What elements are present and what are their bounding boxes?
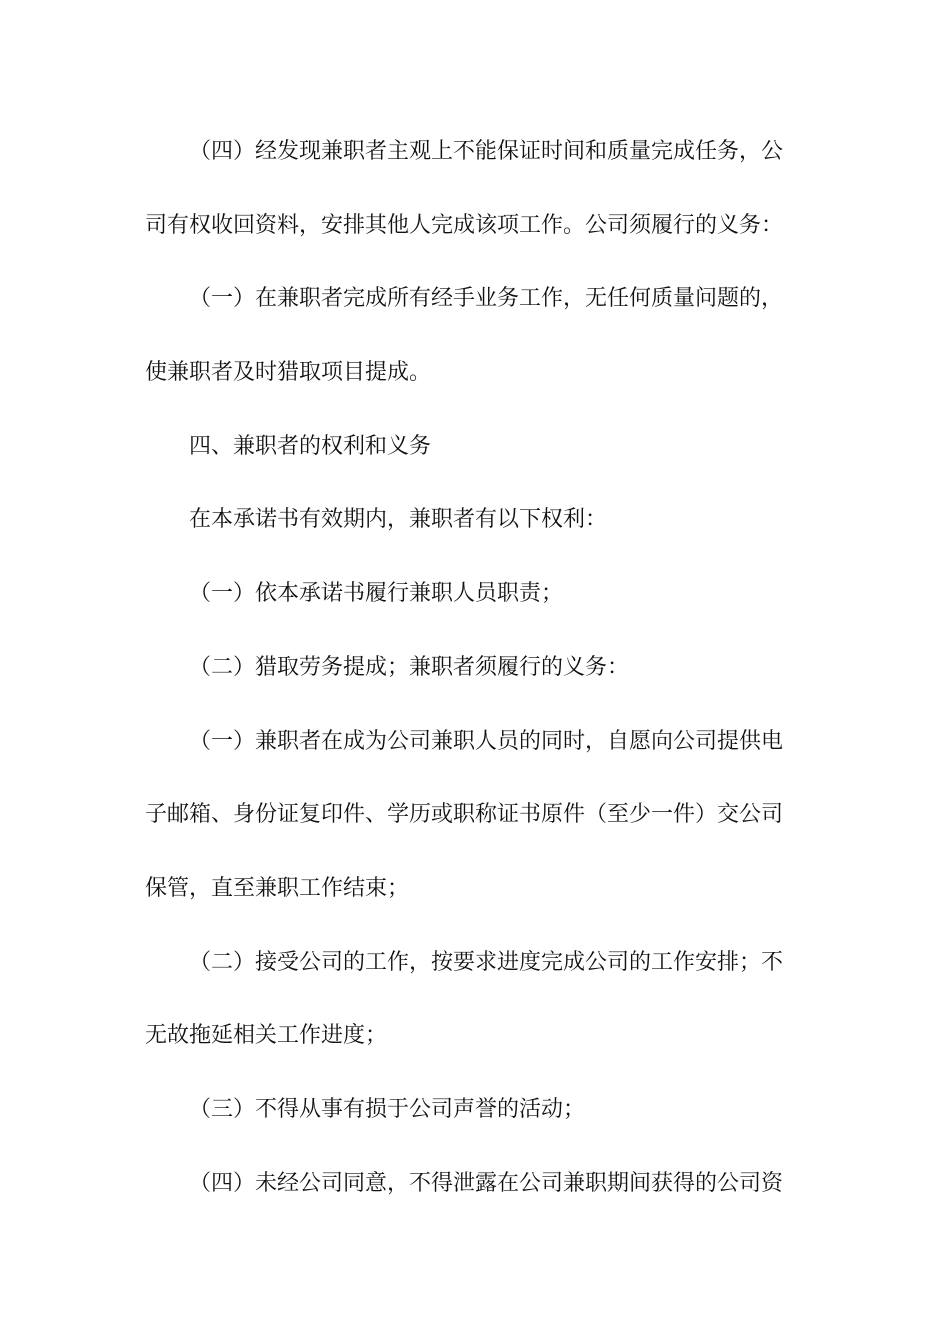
paragraph-line: （一）在兼职者完成所有经手业务工作，无任何质量问题的， xyxy=(189,286,784,312)
paragraph-line: （四）未经公司同意，不得泄露在公司兼职期间获得的公司资 xyxy=(189,1170,784,1196)
paragraph-line: （三）不得从事有损于公司声誉的活动； xyxy=(189,1096,586,1122)
document-body xyxy=(145,131,809,1236)
paragraph-line: （二）猎取劳务提成；兼职者须履行的义务： xyxy=(189,654,630,680)
section-heading: 四、兼职者的权利和义务 xyxy=(189,433,432,459)
paragraph-line: 使兼职者及时猎取项目提成。 xyxy=(145,360,432,386)
paragraph-line: （二）接受公司的工作，按要求进度完成公司的工作安排；不 xyxy=(189,949,784,975)
paragraph-line: 保管，直至兼职工作结束； xyxy=(145,875,410,901)
paragraph-line: （四）经发现兼职者主观上不能保证时间和质量完成任务，公 xyxy=(189,139,784,164)
paragraph-line: （一）依本承诺书履行兼职人员职责； xyxy=(189,581,564,607)
paragraph-line: 司有权收回资料，安排其他人完成该项工作。公司须履行的义务： xyxy=(145,212,784,238)
paragraph-line: 在本承诺书有效期内，兼职者有以下权利： xyxy=(189,507,608,533)
paragraph-line: （一）兼职者在成为公司兼职人员的同时，自愿向公司提供电 xyxy=(189,728,784,754)
paragraph-line: 子邮箱、身份证复印件、学历或职称证书原件（至少一件）交公司 xyxy=(145,802,784,828)
paragraph-line: 无故拖延相关工作进度； xyxy=(145,1023,388,1049)
